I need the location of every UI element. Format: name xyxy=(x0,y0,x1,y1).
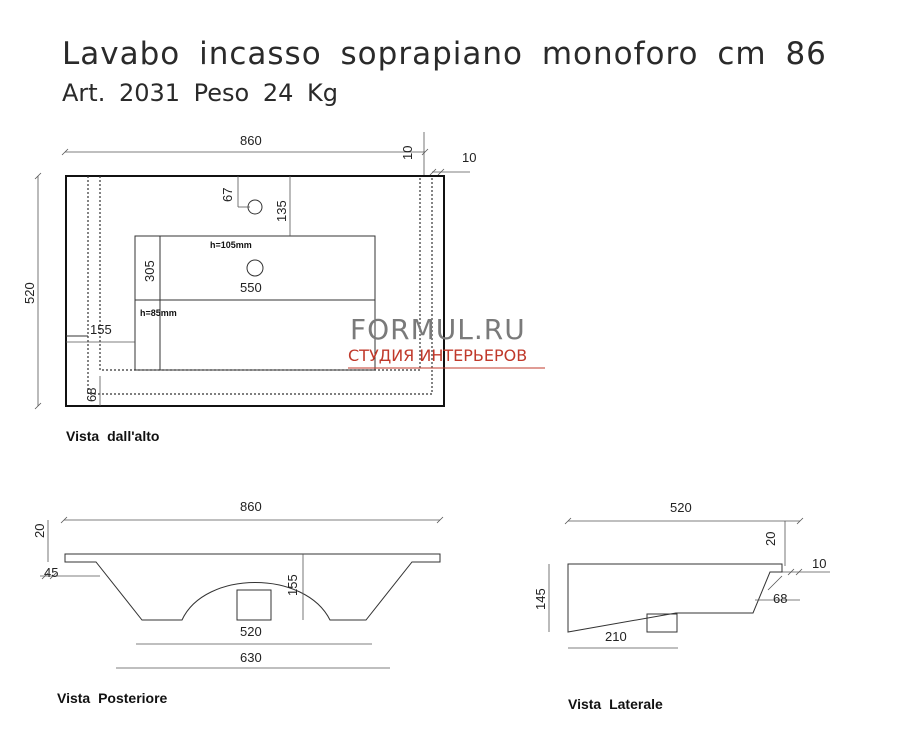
top-edge-label: 10 xyxy=(400,145,415,160)
side-thickness-label: 20 xyxy=(763,531,778,546)
drain-hole-icon xyxy=(247,260,263,276)
side-bottom-label: 210 xyxy=(605,629,627,644)
rear-width-label: 860 xyxy=(240,499,262,514)
side-depth-label: 520 xyxy=(670,500,692,515)
hole-offset-label: 67 xyxy=(220,187,235,202)
side-front-label: 68 xyxy=(773,591,788,606)
watermark-brand: FORMUL.RU xyxy=(350,313,526,346)
left-margin-label: 155 xyxy=(90,322,112,337)
top-edge-side-label: 10 xyxy=(462,150,477,165)
side-view xyxy=(533,500,830,712)
top-view xyxy=(22,132,476,444)
rear-view-caption: Vista Posteriore xyxy=(57,690,168,706)
top-depth-label: 520 xyxy=(22,282,37,304)
basin-depth-label: 305 xyxy=(142,260,157,282)
side-height-label: 145 xyxy=(533,588,548,610)
tap-hole-icon xyxy=(248,200,262,214)
rear-bottom-label: 630 xyxy=(240,650,262,665)
watermark-tagline: СТУДИЯ ИНТЕРЬЕРОВ xyxy=(348,346,528,365)
page-title: Lavabo incasso soprapiano monoforo cm 86 xyxy=(62,36,827,72)
watermark xyxy=(348,313,545,368)
basin-height-note-2: h=85mm xyxy=(140,308,177,318)
top-width-label: 860 xyxy=(240,133,262,148)
rear-drain-outlet xyxy=(237,590,271,620)
page-subtitle: Art. 2031 Peso 24 Kg xyxy=(62,79,338,107)
basin-outline xyxy=(135,236,375,370)
front-margin-label: 68 xyxy=(84,387,99,402)
rear-thickness-label: 20 xyxy=(32,523,47,538)
rear-body-outline xyxy=(65,554,440,620)
side-edge-label: 10 xyxy=(812,556,827,571)
side-drain-outlet xyxy=(647,614,677,632)
rear-lip-label: 45 xyxy=(44,565,59,580)
side-view-caption: Vista Laterale xyxy=(568,696,663,712)
basin-height-note-1: h=105mm xyxy=(210,240,252,250)
basin-offset-label: 135 xyxy=(274,200,289,222)
rear-inner-label: 520 xyxy=(240,624,262,639)
basin-width-label: 550 xyxy=(240,280,262,295)
side-body-outline xyxy=(568,564,782,632)
rear-view xyxy=(32,499,443,706)
rear-drop-label: 155 xyxy=(285,574,300,596)
top-view-caption: Vista dall'alto xyxy=(66,428,160,444)
